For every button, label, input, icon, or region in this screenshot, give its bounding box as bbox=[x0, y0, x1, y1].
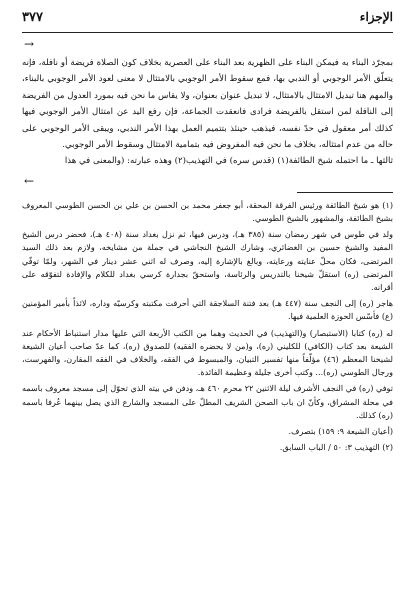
footnote-paragraph: ولد في طوس في شهر رمضان سنة (٣٨٥ هـ)، ودرس فيها، ثم نزل بغداد سنة (٤٠٨ هـ)، فحضر درس الشيخ المفيد والشيخ حسين بن الغضائري، وشارك الشيخ النجاشي في جملة من مشايخه، ولازم بعد ذلك السيد المرتضى، فكان محلّ عنايته ورعايته، وبالغ بالإشارة إليه، وصرف له اثني عشر دينار في الشهر، ولمّا توفّي المرتضى (ره) استقلّ شيخنا بالتدريس والرئاسة، واستحقّ بجدارة كرسي بغداد للكلام والإفادة لتفوّقه على أقرانه. bbox=[22, 229, 393, 293]
main-paragraph: ثالثها ـ ما احتمله شيخ الطائفة(١) (قدس سره) في التهذيب(٢) وهذه عبارته: (والمعنى في هذا bbox=[64, 156, 393, 167]
main-paragraph: بمجرّد البناء به فيمكن البناء على الظهرية بعد البناء على العصرية بخلاف كون الصلاة فريضة أو نافلة، فإنه يتعلّق الأمر الوجوبي أو الندبي بها، فمع سقوط الأمر الوجوبي بالامتثال لا معنى لعود الأمر الوجوبي بالبناء، والمهم هنا تبديل الامتثال بالامتثال، لا تبديل عنوان بعنوان، ولا يقاس ما نحن فيه بمورد العدول من الفريضة إلى النافلة لمن استقل بالفريضة فرادى فانعقدت الجماعة، فإن رفع اليد عن امتثال الأمر الوجوبي فيها كذلك أمر معقول في حدّ نفسه، فيذهب حينئذ بتتميم العمل بهذا الأمر الندبي، ويبقى الأمر الوجوبي على حاله من عدم امتثاله، بخلاف ما نحن فيه المفروض فيه بتمامية الامتثال وسقوط الأمر الوجوبي. bbox=[22, 58, 393, 151]
footnote-paragraph: (١) هو شيخ الطائفة ورئيس الفرقة المحقة، أبو جعفر محمد بن الحسن بن علي بن الحسن الطوسي المعروف بشيخ الطائفة، والمشهور بالشيخ الطوسي. bbox=[22, 199, 393, 224]
page-number: ٣٧٧ bbox=[22, 10, 43, 25]
footnote-paragraph: له (ره) كتابا (الاستبصار) و(التهذيب) في الحديث وهما من الكتب الأربعة التي عليها مدار استنباط الأحكام عند الشيعة بعد كتاب (الكافي) للكليني (ره)، و(من لا يحضره الفقيه) للصدوق (ره)، كما عدّ صاحب أعيان الشيعة لشيخنا المعظم (٤٦) مؤلّفاً منها تفسير التبيان، والمبسوط في الفقه، والخلاف في الفقه المقارن، والفهرست، ورجال الطوسي (ره)... وكتب أخرى جليلة وعظيمة الفائدة. bbox=[22, 327, 394, 378]
page-header bbox=[22, 10, 393, 33]
footnotes bbox=[22, 199, 393, 455]
section-title: الإجزاء bbox=[359, 10, 393, 24]
main-text bbox=[22, 55, 393, 170]
continuation-marker-bottom bbox=[22, 174, 393, 188]
footnote-paragraph: (أعيان الشيعة ٩: ١٥٩) بتصرف. bbox=[288, 426, 393, 437]
continuation-marker-top bbox=[22, 37, 393, 51]
footnote-separator bbox=[297, 192, 393, 193]
footnote-paragraph: (٢) التهذيب ٣: ٥٠ / الباب السابق. bbox=[279, 442, 393, 453]
footnote-paragraph: توفي (ره) في النجف الأشرف ليلة الاثنين ٢٢ محرم ٤٦٠ هـ، ودفن في بيته الذي تحوّل إلى مسجد معروف باسمه في محلة المشراق، وكأنّ ان باب الصحن الشريف المطلّ على المسجد والشارع الذي يصل بينهما عُرفا باسمه (ره) كذلك. bbox=[22, 383, 393, 420]
footnote-paragraph: هاجر (ره) إلى النجف سنة (٤٤٧ هـ) بعد فتنة السلاجقة التي أحرقت مكتبته وكرسيّه وداره، لائذاً بأمير المؤمنين (ع) فأسّس الحوزة العلمية فيها. bbox=[22, 298, 393, 322]
arrow-icon: → bbox=[24, 37, 35, 51]
arrow-icon: ← bbox=[24, 173, 35, 188]
